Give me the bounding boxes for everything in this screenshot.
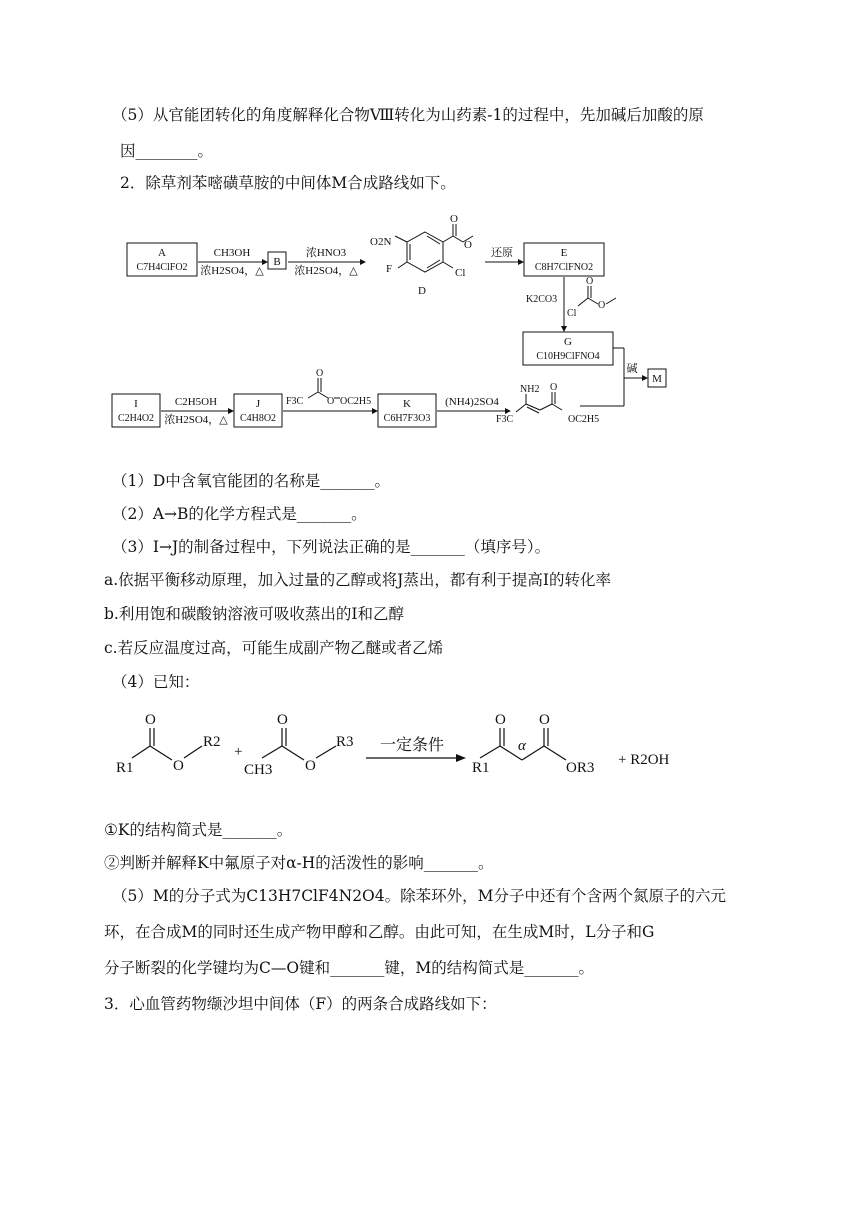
or3: OR3 <box>566 760 595 776</box>
q3-intro: 3．心血管药物缬沙坦中间体（F）的两条合成路线如下： <box>104 995 497 1013</box>
s2-o2: O <box>173 758 184 774</box>
d-ester-o: O <box>464 239 472 251</box>
i-label: I <box>134 398 138 410</box>
k-formula: C6H7F3O3 <box>383 413 431 424</box>
q2-intro: 2．除草剂苯嘧磺草胺的中间体M合成路线如下。 <box>120 174 456 192</box>
r2: R2 <box>203 734 221 750</box>
arrow7-f3c: F3C <box>286 396 304 407</box>
arrow2-top: 浓HNO3 <box>305 247 347 259</box>
k-label: K <box>403 398 411 410</box>
d-no2: O2N <box>370 236 392 248</box>
l-oc2h5: OC2H5 <box>568 414 600 425</box>
q2-option-b: b.利用饱和碳酸钠溶液可吸收蒸出的I和乙醇 <box>104 605 404 623</box>
q2-part2: （2）A→B的化学方程式是_______。 <box>112 505 367 523</box>
cl-carbonyl-o: O <box>586 276 594 287</box>
e-formula: C8H7ClFNO2 <box>534 262 594 273</box>
q2-option-a: a.依据平衡移动原理，加入过量的乙醇或将J蒸出，都有利于提高I的转化率 <box>104 571 612 589</box>
i-formula: C2H4O2 <box>117 413 155 424</box>
arrow6-top: C2H5OH <box>174 396 218 408</box>
arrow4-left: K2CO3 <box>526 294 558 305</box>
r3: R3 <box>336 734 354 750</box>
q2-option-c: c.若反应温度过高，可能生成副产物乙醚或者乙烯 <box>104 639 444 657</box>
j-formula: C4H8O2 <box>239 413 277 424</box>
q1-part5-line2: 因________。 <box>120 142 214 160</box>
q2-part5-line3: 分子断裂的化学键均为C—O键和_______键，M的结构简式是_______。 <box>104 959 594 977</box>
m-label: M <box>652 373 662 385</box>
q2-part3: （3）I→J的制备过程中，下列说法正确的是_______（填序号）。 <box>112 538 551 556</box>
r1: R1 <box>116 760 134 776</box>
l-carbonyl-o: O <box>550 382 558 393</box>
arrow3-top: 还原 <box>491 247 513 259</box>
g-label: G <box>564 336 572 348</box>
plus: + <box>234 744 243 760</box>
arrow1-top: CH3OH <box>213 247 251 259</box>
q2-part5-line2: 环，在合成M的同时还生成产物甲醇和乙醇。由此可知，在生成M时，L分子和G <box>104 923 655 941</box>
arrow7-ester-o: O <box>327 396 335 407</box>
arrow6-bottom: 浓H2SO4，△ <box>164 414 228 426</box>
s2-o4: O <box>305 758 316 774</box>
d-carbonyl-o: O <box>450 213 458 225</box>
a-formula: C7H4ClFO2 <box>136 262 188 273</box>
arrow7-oc2h5: OC2H5 <box>340 396 372 407</box>
d-f: F <box>386 263 393 275</box>
s2-o3: O <box>277 712 288 728</box>
ch3: CH3 <box>244 762 273 778</box>
q2-part4: （4）已知： <box>112 673 200 691</box>
arrow7-carbonyl-o: O <box>316 368 324 379</box>
l-f3c: F3C <box>496 414 514 425</box>
g-formula: C10H9ClFNO4 <box>536 351 600 362</box>
j-label: J <box>255 398 261 410</box>
q2-part4-2: ②判断并解释K中氟原子对α-H的活泼性的影响_______。 <box>104 854 494 872</box>
r2oh: + R2OH <box>618 752 670 768</box>
arrow1-bottom: 浓H2SO4，△ <box>200 265 264 277</box>
a-label: A <box>158 247 166 259</box>
d-label: D <box>418 285 426 297</box>
q2-part4-1: ①K的结构简式是_______。 <box>104 821 293 839</box>
box-a <box>127 243 197 276</box>
r1-product: R1 <box>472 760 490 776</box>
arrow2-bottom: 浓H2SO4，△ <box>294 265 358 277</box>
alpha: α <box>518 738 526 754</box>
arrow4-cl: Cl <box>567 308 577 319</box>
s2-o5: O <box>495 712 506 728</box>
d-cl: Cl <box>455 267 466 279</box>
arrow8-top: (NH4)2SO4 <box>445 396 499 408</box>
q2-part5-line1: （5）M的分子式为C13H7ClF4N2O4。除苯环外，M分子中还有个含两个氮原子的六元 <box>112 887 726 905</box>
b-label: B <box>273 256 281 268</box>
s2-o1: O <box>145 712 156 728</box>
q2-part1: （1）D中含氧官能团的名称是_______。 <box>112 472 391 490</box>
l-nh2: NH2 <box>520 384 540 395</box>
condition: 一定条件 <box>380 737 445 754</box>
e-label: E <box>560 247 568 259</box>
cl-ester-o: O <box>598 300 606 311</box>
q1-part5-line1: （5）从官能团转化的角度解释化合物Ⅷ转化为山药素-1的过程中，先加碱后加酸的原 <box>112 106 704 124</box>
s2-o6: O <box>539 712 550 728</box>
arrow5-top: 碱 <box>626 363 638 375</box>
